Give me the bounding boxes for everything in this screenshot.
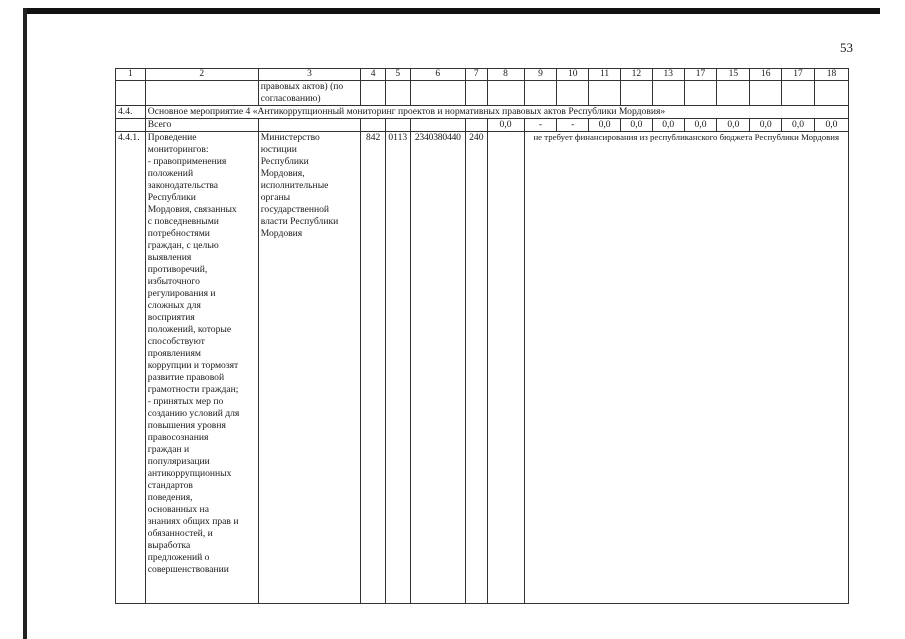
- scan-top-border: [25, 8, 880, 14]
- total-value: 0,0: [684, 119, 717, 132]
- column-header: 9: [524, 69, 557, 81]
- column-header: 17: [684, 69, 717, 81]
- section-number: 4.4.: [116, 106, 146, 119]
- budget-code-grbs: 842: [361, 132, 386, 604]
- column-header: 10: [557, 69, 589, 81]
- column-header: 5: [385, 69, 410, 81]
- column-header: 6: [410, 69, 465, 81]
- total-value: 0,0: [750, 119, 782, 132]
- total-value: 0,0: [814, 119, 848, 132]
- total-value: -: [524, 119, 557, 132]
- column-header: 15: [717, 69, 750, 81]
- measure-executor: Министерство юстиции Республики Мордовия, исполнительные органы государственной власти Республики Мордовия: [258, 132, 361, 604]
- column-header: 7: [466, 69, 488, 81]
- total-value: 0,0: [652, 119, 684, 132]
- total-value: 0,0: [782, 119, 815, 132]
- column-header: 18: [814, 69, 848, 81]
- section-title: Основное мероприятие 4 «Антикоррупционный мониторинг проектов и нормативных правовых актов Республики Мордовия»: [145, 106, 848, 119]
- column-header: 11: [589, 69, 621, 81]
- column-header: 12: [620, 69, 652, 81]
- column-header: 16: [750, 69, 782, 81]
- total-value: 0,0: [620, 119, 652, 132]
- total-value: 0,0: [487, 119, 524, 132]
- total-row: [116, 119, 849, 132]
- total-label: Всего: [145, 119, 258, 132]
- financing-note: не требует финансирования из республиканского бюджета Республики Мордовия: [524, 132, 848, 604]
- column-header: 1: [116, 69, 146, 81]
- scan-left-border: [23, 8, 27, 639]
- total-value: -: [557, 119, 589, 132]
- column-number-row: [116, 69, 849, 81]
- measure-row: [116, 132, 849, 604]
- column-header: 17: [782, 69, 815, 81]
- total-value: 0,0: [589, 119, 621, 132]
- measure-number: 4.4.1.: [116, 132, 146, 604]
- total-value: 0,0: [717, 119, 750, 132]
- budget-code-rzpr: 0113: [385, 132, 410, 604]
- budget-code-csr: 2340380440: [410, 132, 465, 604]
- column-header: 3: [258, 69, 361, 81]
- budget-table: [115, 68, 849, 604]
- column-header: 2: [145, 69, 258, 81]
- budget-code-vr: 240: [466, 132, 488, 604]
- executor-continuation: правовых актов) (по согласованию): [258, 81, 361, 106]
- column-header: 8: [487, 69, 524, 81]
- page-number: 53: [840, 40, 853, 55]
- measure-name: Проведение мониторингов: - правоприменения положений законодательства Республики Мордовия, связанных с повседневными потребностями граждан, с целью выявления противоречий, избыточного регулирования и сложных для восприятия положений, которые способствуют проявлениям коррупции и тормозят развитие правовой грамотности граждан; - принятых мер по созданию условий для повышения уровня правосознания граждан и популяризации антикоррупционных стандартов поведения, основанных на знаниях общих прав и обязанностей, и выработка предложений о совершенствовании: [145, 132, 258, 604]
- section-row: [116, 106, 849, 119]
- column-header: 4: [361, 69, 386, 81]
- continuation-row: [116, 81, 849, 106]
- column-header: 13: [652, 69, 684, 81]
